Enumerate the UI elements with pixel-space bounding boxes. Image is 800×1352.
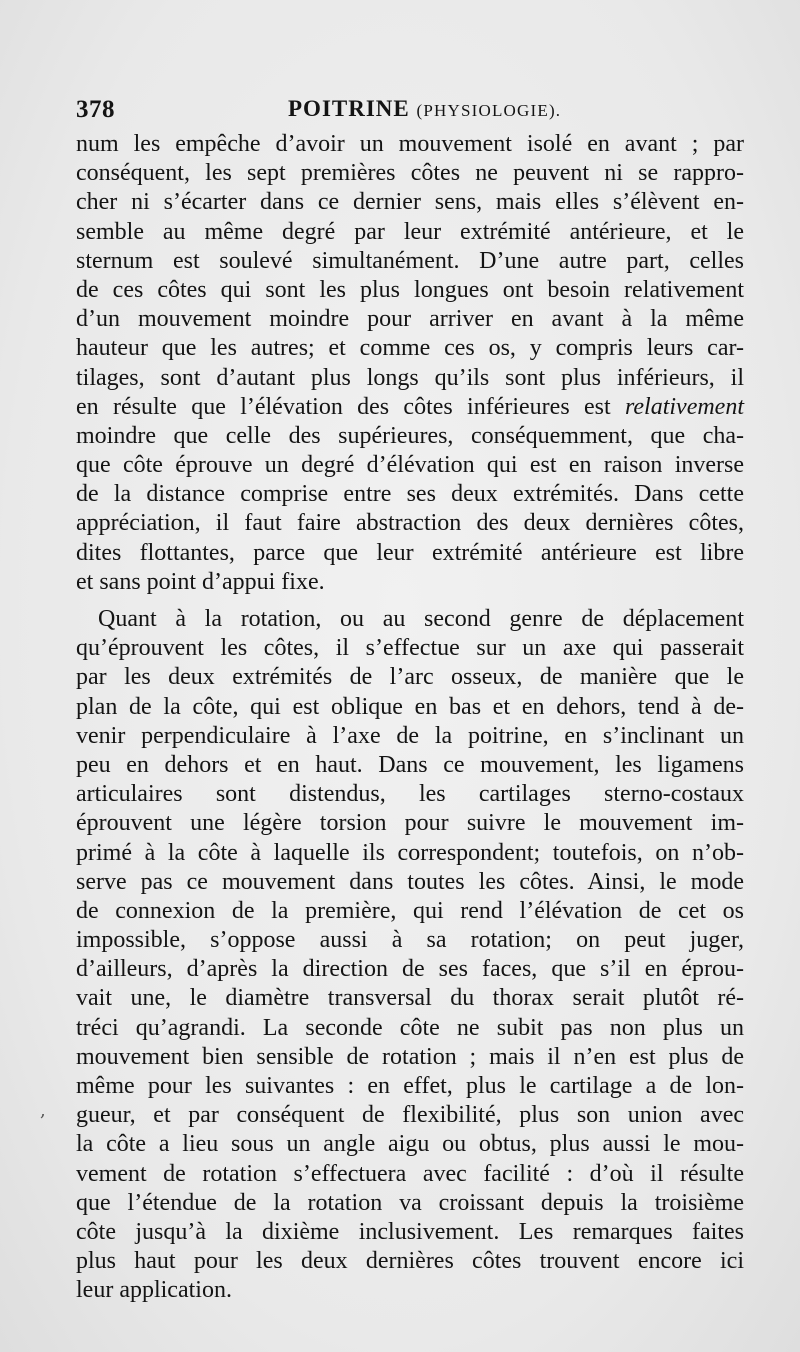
text-line: en résulte que l’élévation des côtes inférieures est relativement: [76, 393, 744, 420]
margin-tick: ,: [40, 1100, 46, 1121]
text-line: semble au même degré par leur extrémité antérieure, et le: [76, 218, 744, 245]
paragraph-1: [76, 130, 744, 597]
text-line: moindre que celle des supérieures, conséquemment, que cha-: [76, 422, 744, 449]
text-line: côte jusqu’à la dixième inclusivement. Les remarques faites: [76, 1218, 744, 1245]
text-line: venir perpendiculaire à l’axe de la poitrine, en s’inclinant un: [76, 722, 744, 749]
text-line: articulaires sont distendus, les cartilages sterno-costaux: [76, 781, 744, 808]
text-line: même pour les suivantes : en effet, plus le cartilage a de lon-: [76, 1073, 744, 1099]
text-line: par les deux extrémités de l’arc osseux, de manière que le: [76, 664, 744, 691]
italic-word: relativement: [624, 393, 744, 420]
text-line: plan de la côte, qui est oblique en bas et en dehors, tend à de-: [76, 693, 744, 720]
text-line: plus haut pour les deux dernières côtes trouvent encore ici: [76, 1248, 744, 1275]
text-line: que l’étendue de la rotation va croissant depuis la troisième: [76, 1189, 744, 1216]
text-line: vement de rotation s’effectuera avec facilité : d’où il résulte: [76, 1160, 744, 1187]
text-line: appréciation, il faut faire abstraction des deux dernières côtes,: [76, 510, 744, 537]
text-line: peu en dehors et en haut. Dans ce mouvement, les ligamens: [76, 751, 744, 778]
text-line: tilages, sont d’autant plus longs qu’ils sont plus inférieurs, il: [76, 364, 744, 391]
text-line: de ces côtes qui sont les plus longues ont besoin relativement: [76, 276, 744, 303]
text-line: conséquent, les sept premières côtes ne peuvent ni se rappro-: [76, 160, 744, 187]
text-line: leur application.: [76, 1277, 232, 1304]
page-header: [76, 96, 744, 126]
text-line: de connexion de la première, qui rend l’élévation de cet os: [76, 897, 744, 924]
text-line: tréci qu’agrandi. La seconde côte ne subit pas non plus un: [76, 1014, 744, 1041]
text-line: gueur, et par conséquent de flexibilité, plus son union avec: [76, 1102, 744, 1129]
running-head-subtitle: (PHYSIOLOGIE).: [416, 101, 562, 120]
text-line: qu’éprouvent les côtes, il s’effectue sur un axe qui passerait: [76, 635, 744, 662]
body-text: [76, 130, 744, 1306]
text-line: vait une, le diamètre transversal du thorax serait plutôt ré-: [76, 985, 744, 1012]
text-line: cher ni s’écarter dans ce dernier sens, mais elles s’élèvent en-: [76, 189, 744, 216]
text-line: de la distance comprise entre ses deux extrémités. Dans cette: [76, 481, 744, 508]
page-number: 378: [76, 96, 115, 123]
text-line: hauteur que les autres; et comme ces os, y compris leurs car-: [76, 335, 744, 362]
text-line: dites flottantes, parce que leur extrémité antérieure est libre: [76, 539, 744, 566]
paragraph-gap: [76, 597, 744, 605]
text-line: primé à la côte à laquelle ils correspondent; toutefois, on n’ob-: [76, 839, 744, 866]
running-head: [288, 96, 561, 122]
text-line: d’un mouvement moindre pour arriver en avant à la même: [76, 306, 744, 333]
text-line: sternum est soulevé simultanément. D’une autre part, celles: [76, 247, 744, 274]
text-line: Quant à la rotation, ou au second genre de déplacement: [98, 606, 744, 632]
text-line: mouvement bien sensible de rotation ; mais il n’en est plus de: [76, 1043, 744, 1070]
text-line: que côte éprouve un degré d’élévation qui est en raison inverse: [76, 452, 744, 479]
text-line: num les empêche d’avoir un mouvement isolé en avant ; par: [76, 131, 744, 157]
text-line: serve pas ce mouvement dans toutes les côtes. Ainsi, le mode: [76, 868, 744, 895]
text-line: et sans point d’appui fixe.: [76, 568, 325, 595]
paragraph-2: [76, 605, 744, 1306]
text-line: d’ailleurs, d’après la direction de ses faces, que s’il en éprou-: [76, 956, 744, 983]
text-line: éprouvent une légère torsion pour suivre le mouvement im-: [76, 810, 744, 837]
text-line: impossible, s’oppose aussi à sa rotation; on peut juger,: [76, 927, 744, 954]
running-head-title: POITRINE: [288, 96, 410, 121]
text-line: la côte a lieu sous un angle aigu ou obtus, plus aussi le mou-: [76, 1131, 744, 1158]
